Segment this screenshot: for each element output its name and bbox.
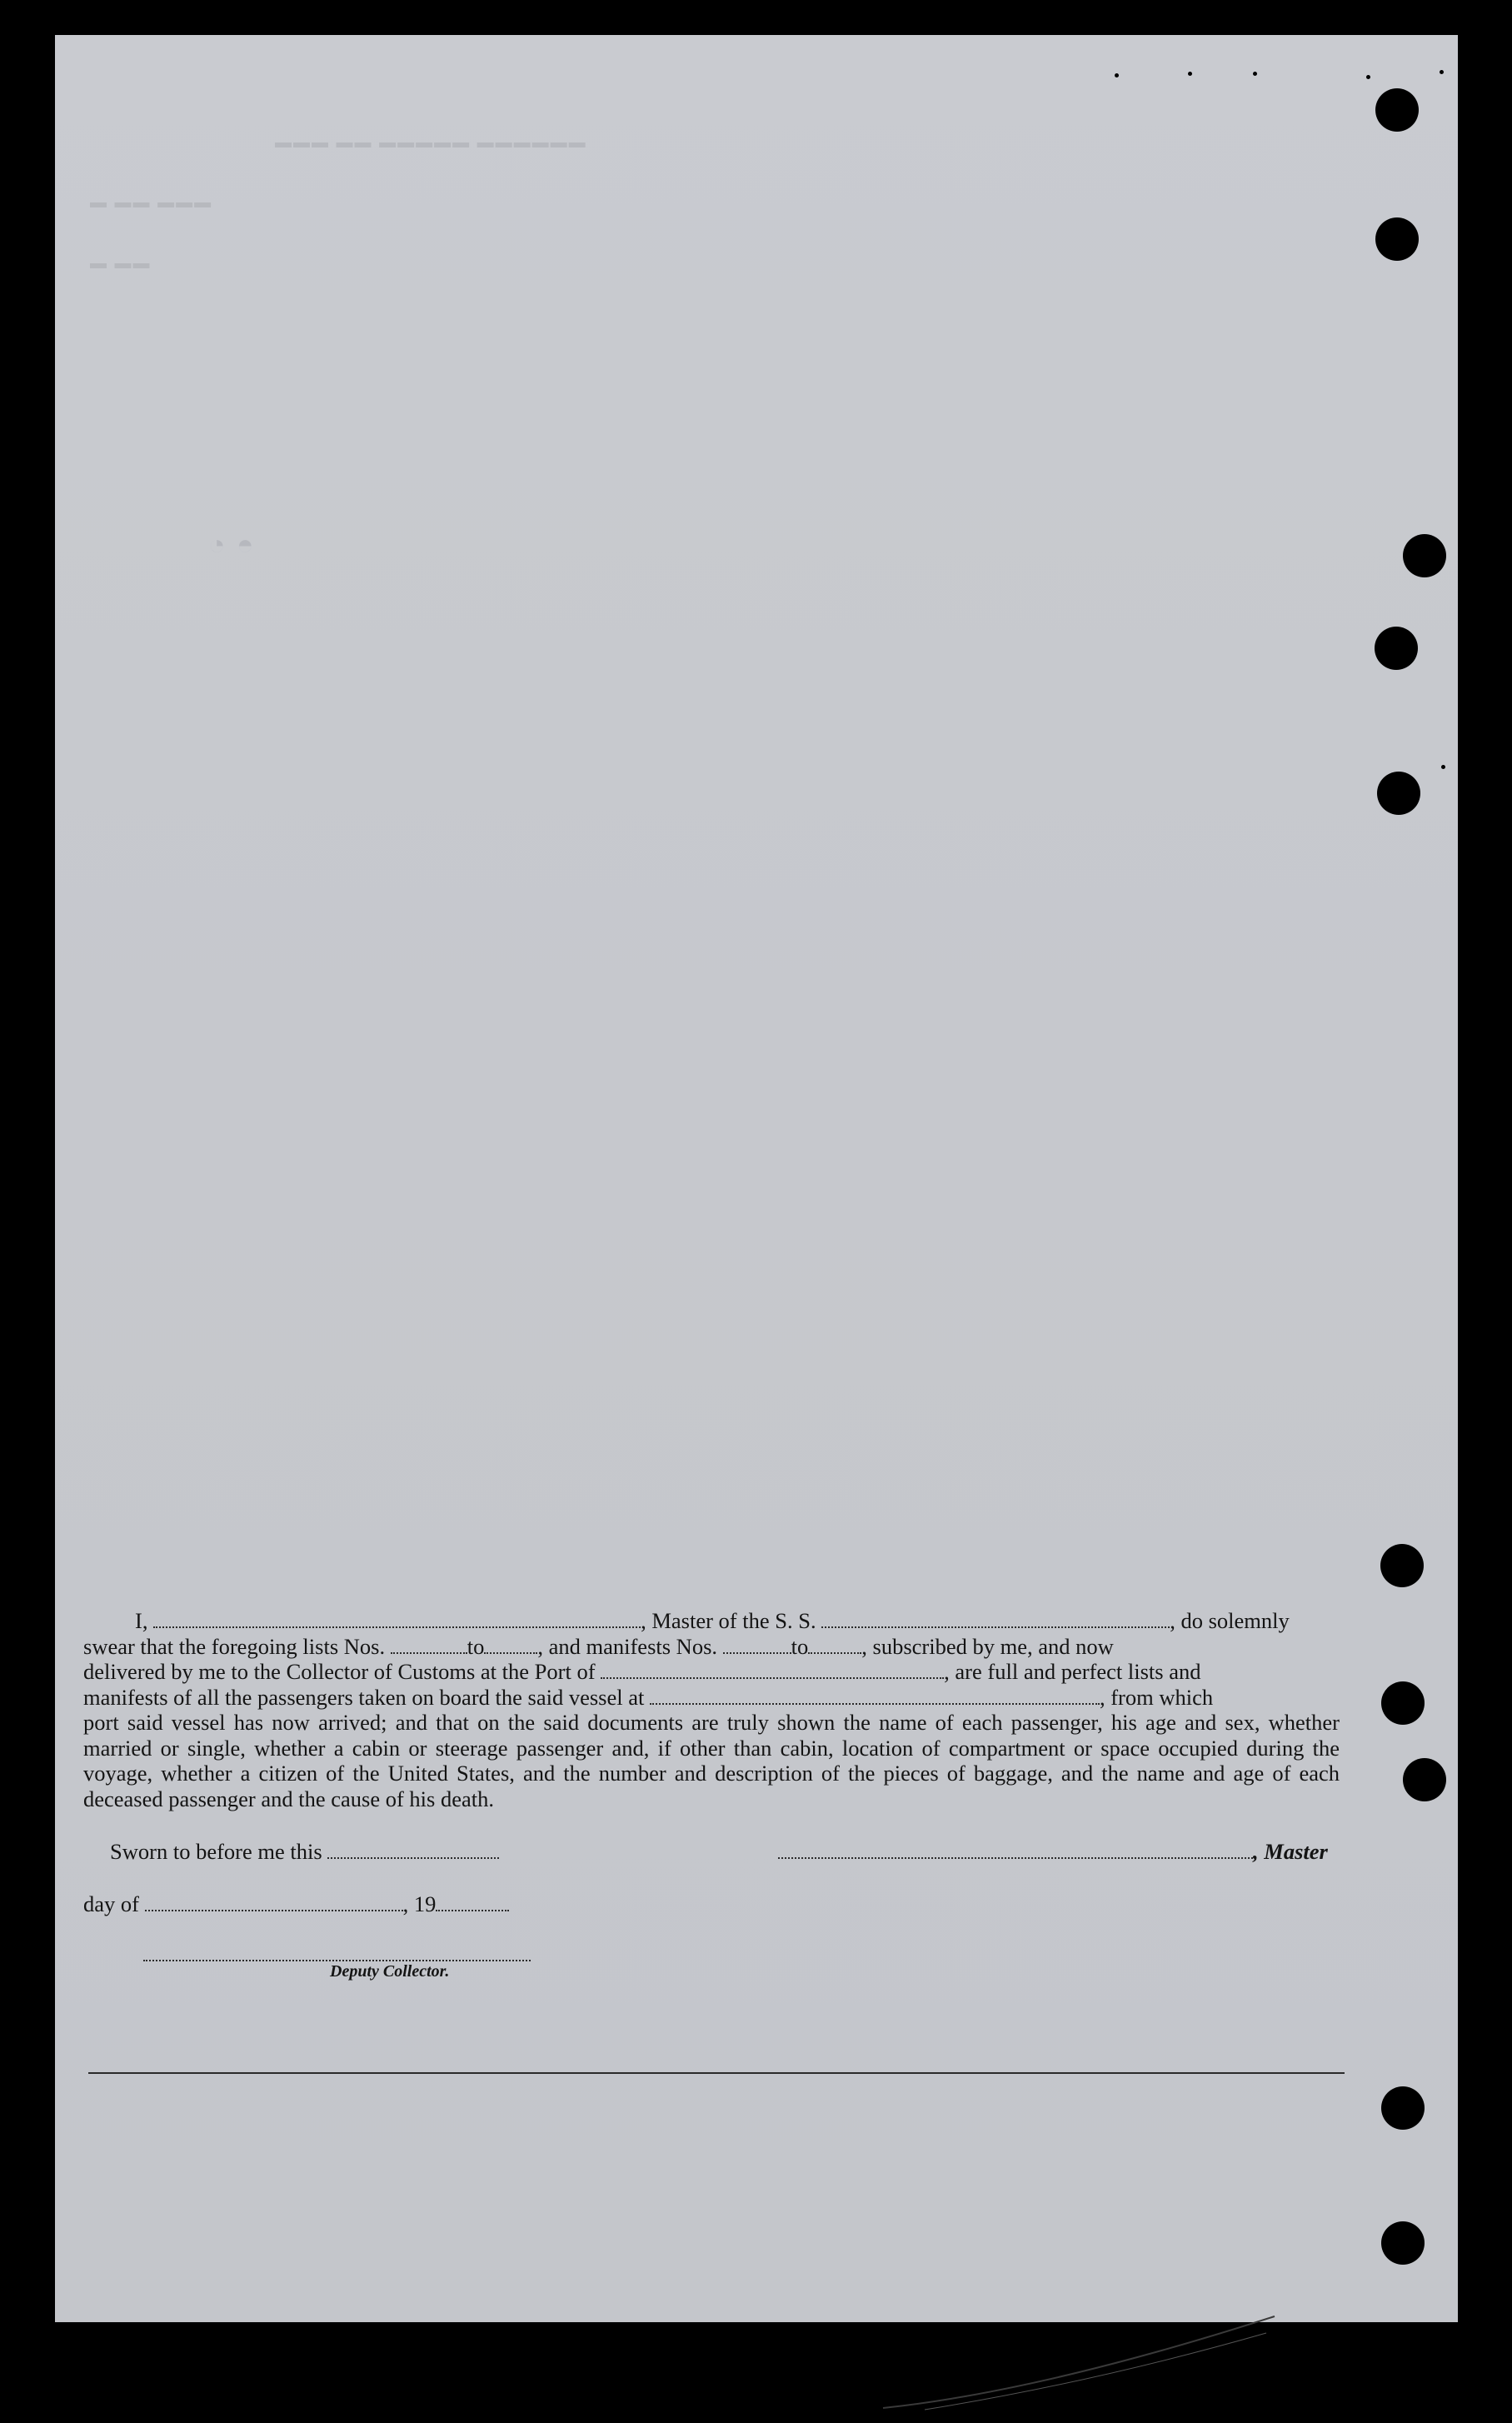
sworn-text: Sworn to before me this: [110, 1839, 322, 1864]
punch-hole: [1381, 2086, 1425, 2130]
from-which-text: , from which: [1099, 1684, 1214, 1710]
departure-port-blank[interactable]: [650, 1688, 1100, 1705]
oath-i: I,: [135, 1608, 148, 1633]
sworn-date-blank[interactable]: [327, 1842, 499, 1859]
speck: [1188, 72, 1192, 76]
sworn-row: [110, 1839, 499, 1865]
manifest-to-blank[interactable]: [808, 1637, 861, 1654]
bleed-through-marks: ▬ ▬▬: [90, 254, 152, 272]
master-label: , Master: [1253, 1839, 1328, 1864]
oath-body: port said vessel has now arrived; and that on the said documents are truly shown the name of each passenger, his age and sex, whether married or single, whether a cabin or steerage passenger and, if other than cabin, location of compartment or space occupied during the voyage, whether a citizen of the United States, and the number and description of the pieces of baggage, and the name and age of each deceased passenger and the cause of his death.: [83, 1710, 1340, 1811]
deputy-collector-label: Deputy Collector.: [330, 1962, 450, 1981]
manifest-from-blank[interactable]: [723, 1637, 791, 1654]
punch-hole: [1375, 627, 1418, 670]
punch-hole: [1377, 772, 1420, 815]
manifests-all-text: manifests of all the passengers taken on board the said vessel at: [83, 1684, 645, 1710]
do-solemnly-text: , do solemnly: [1170, 1608, 1290, 1633]
list-to-blank[interactable]: [484, 1637, 537, 1654]
punch-hole: [1375, 88, 1419, 132]
speck: [30, 940, 34, 944]
document-page: [55, 35, 1458, 2322]
master-signature-blank[interactable]: [778, 1842, 1253, 1859]
port-blank[interactable]: [601, 1662, 944, 1679]
speck: [1441, 765, 1445, 769]
deputy-signature-blank[interactable]: [143, 1945, 531, 1961]
master-of-ss-text: , Master of the S. S.: [641, 1608, 816, 1633]
horizontal-rule: [88, 2072, 1345, 2074]
day-of-text: day of: [83, 1891, 139, 1916]
bleed-through-marks: ▬▬▬ ▬▬ ▬▬▬▬▬ ▬▬▬▬▬▬: [275, 133, 587, 152]
list-from-blank[interactable]: [391, 1637, 467, 1654]
bleed-through-marks: ◔ ◓: [208, 529, 256, 561]
oath-line-2: [83, 1634, 1340, 1660]
month-blank[interactable]: [145, 1895, 403, 1911]
speck: [1253, 72, 1257, 76]
oath-line-3: [83, 1659, 1340, 1685]
punch-hole: [1381, 1681, 1425, 1725]
punch-hole: [1381, 2221, 1425, 2265]
vessel-blank[interactable]: [821, 1611, 1170, 1628]
oath-line-1: [83, 1608, 1340, 1634]
name-blank[interactable]: [153, 1611, 641, 1628]
year-blank[interactable]: [436, 1895, 509, 1911]
and-manifests-text: , and manifests Nos.: [537, 1633, 718, 1659]
speck: [1115, 73, 1119, 77]
to-text: to: [467, 1633, 485, 1659]
full-perfect-text: , are full and perfect lists and: [944, 1659, 1201, 1684]
day-of-row: [83, 1891, 509, 1917]
subscribed-text: , subscribed by me, and now: [861, 1633, 1114, 1659]
master-signature-row: [778, 1839, 1328, 1865]
oath-paragraph: [83, 1608, 1340, 1811]
to-text: to: [791, 1633, 809, 1659]
speck: [1440, 70, 1444, 74]
punch-hole: [1403, 1758, 1446, 1801]
swear-lists-text: swear that the foregoing lists Nos.: [83, 1633, 386, 1659]
punch-hole: [1375, 217, 1419, 261]
oath-line-4: [83, 1685, 1340, 1711]
scratch-marks: [875, 2300, 1291, 2416]
punch-hole: [1403, 534, 1446, 577]
bleed-through-marks: ▬ ▬▬ ▬▬▬: [90, 193, 213, 212]
punch-hole: [1380, 1544, 1424, 1587]
speck: [1366, 75, 1370, 79]
year-prefix-text: , 19: [402, 1891, 437, 1916]
delivered-text: delivered by me to the Collector of Customs at the Port of: [83, 1659, 596, 1684]
